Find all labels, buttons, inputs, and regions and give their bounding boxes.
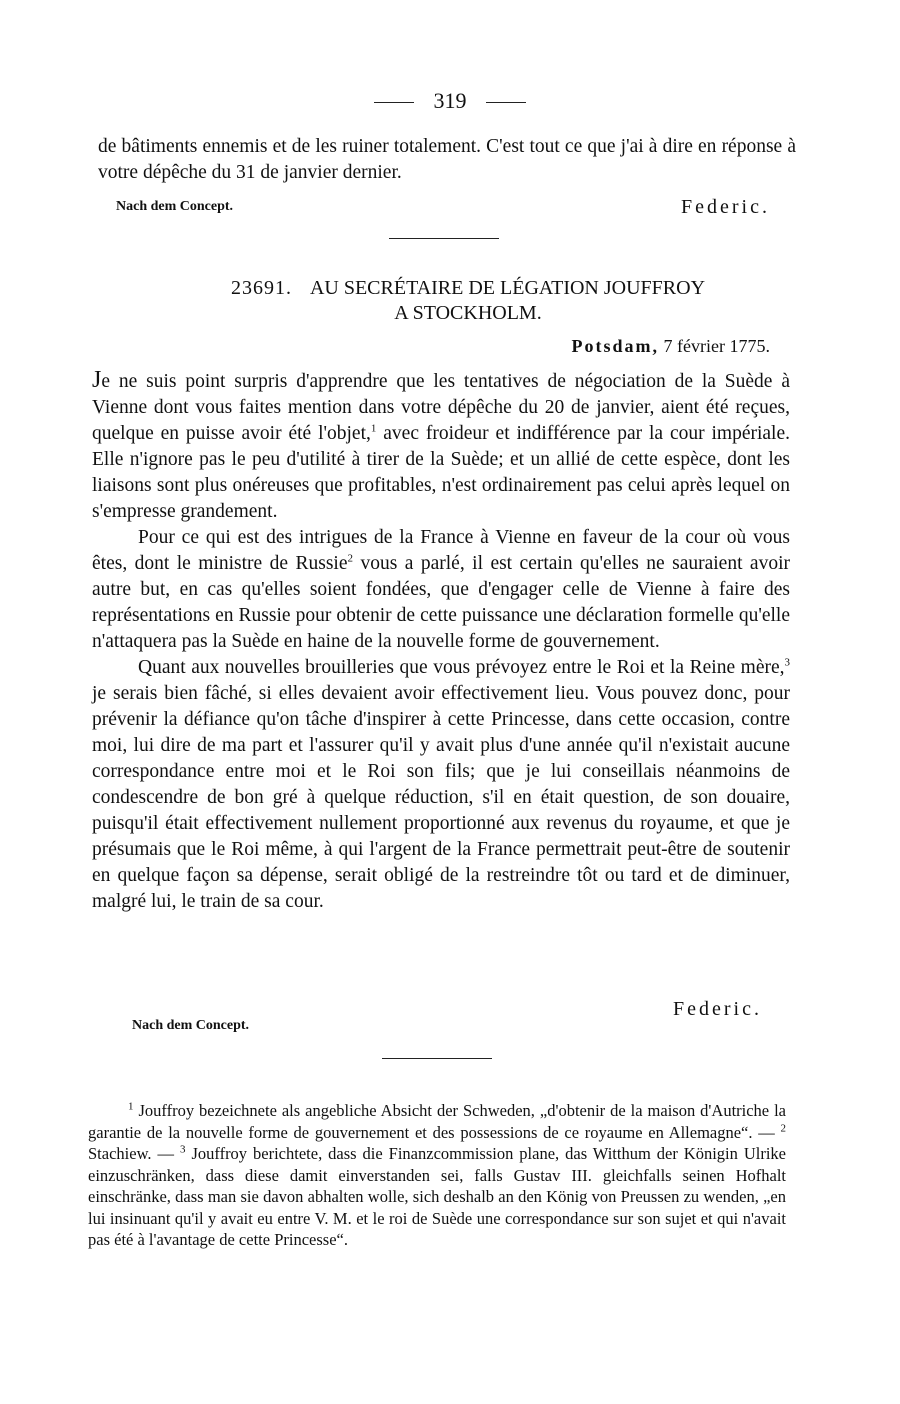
letter-paragraph-3: [92, 655, 790, 915]
initial-letter: J: [92, 367, 102, 393]
paragraph-1-text-a: e ne suis point surpris d'apprendre que les tentatives de négociation de la Suède à Vienne dont vous faites mention dans votre dépêche du 20 de janvier, aient été reçues, quelque en puisse avoir été l'objet,: [92, 371, 790, 444]
page-number-dash-right: [486, 102, 526, 103]
page-number-dash-left: [374, 102, 414, 103]
letter-signature: Federic.: [673, 998, 762, 1020]
continuation-signature: Federic.: [681, 196, 770, 218]
footnote-number-1: 1: [128, 1100, 134, 1113]
footnotes: [88, 1100, 786, 1251]
document-addressee: AU SECRÉTAIRE DE LÉGATION JOUFFROY: [309, 277, 706, 299]
document-number: 23691.: [230, 277, 292, 299]
separator-rule-top: [389, 238, 499, 239]
footnote-number-3: 3: [179, 1143, 186, 1156]
separator-rule-bottom: [382, 1058, 492, 1059]
paragraph-1-text-b: avec froideur et indifférence par la cour impériale. Elle n'ignore pas le peu d'utilité à tirer de la Suède; et un allié de cette espèce, dont les liaisons sont plus onéreuses que profitables, n'est ordinairement pas celui après lequel on s'empresse grandement.: [92, 423, 790, 522]
paragraph-3-text-b: je serais bien fâché, si elles devaient avoir effectivement lieu. Vous pouvez donc, pour prévenir la défiance qu'on tâche d'inspirer à cette Princesse, dans cette occasion, contre moi, lui dire de ma part et l'assurer qu'il y avait plus d'une année qu'il n'existait aucune correspondance entre moi et le Roi son fils; que je lui conseillais néanmoins de condescendre de bon gré à quelque réduction, s'il en était question, de son douaire, puisqu'il était effectivement nullement proportionné aux revenus du royaume, et que je présumais que le Roi même, à qui l'argent de la France permettrait peut-être de soutenir en quelque façon sa dépense, serait obligé de la restreindre tôt ou tard et de diminuer, malgré lui, le train de sa cour.: [92, 683, 790, 912]
footnote-ref-2: 2: [347, 552, 354, 565]
continuation-text: de bâtiments ennemis et de les ruiner totalement. C'est tout ce que j'ai à dire en réponse à votre dépêche du 31 de janvier dernier.: [98, 136, 796, 183]
letter-body: [92, 367, 790, 915]
continuation-source: Nach dem Concept.: [116, 199, 234, 214]
document-heading-line2: A STOCKHOLM.: [394, 302, 542, 324]
document-dateline: [572, 336, 770, 357]
letter-source: Nach dem Concept.: [132, 1018, 250, 1033]
letter-paragraph-1: [92, 367, 790, 525]
footnote-text-3: Jouffroy berichtete, dass die Finanzcommission plane, das Witthum der Königin Ulrike einzuschränken, dass diese damit einverstanden sei, falls Gustav III. gleichfalls seinen Hofhalt einschränke, dass man sie davon abhalten wolle, sich deshalb an den König von Preussen zu wenden, „en lui insinuant qu'il y avait eu entre V. M. et le roi de Suède une correspondance sur son sujet et qui n'avait pas été à l'avantage de cette Princesse“.: [88, 1144, 786, 1249]
page-number: 319: [433, 88, 467, 113]
footnote-ref-3: 3: [784, 656, 790, 669]
document-date: 7 février 1775.: [663, 336, 770, 356]
paragraph-3-text-a: Quant aux nouvelles brouilleries que vous prévoyez entre le Roi et la Reine mère,: [138, 657, 785, 678]
paragraph-2-text-b: vous a parlé, il est certain qu'elles ne sauraient avoir autre but, en cas qu'elles soient fondées, que d'engager celle de Vienne à faire des représentations en Russie pour obtenir de cette puissance une déclaration formelle qu'elle n'attaquera pas la Suède en haine de la nouvelle forme de gouvernement.: [92, 553, 790, 652]
footnote-text-1: Jouffroy bezeichnete als angebliche Absicht der Schweden, „d'obtenir de la maison d'Autriche la garantie de la nouvelle forme de gouvernement et des possessions de ce royaume en Allemagne“. —: [88, 1101, 786, 1142]
document-heading-line1: [98, 276, 838, 301]
document-place: Potsdam,: [571, 336, 660, 356]
page-number-header: [0, 88, 900, 114]
letter-paragraph-2: [92, 525, 790, 655]
footnote-ref-1: 1: [370, 422, 377, 435]
footnotes-paragraph: [88, 1100, 786, 1251]
footnote-text-2: Stachiew. —: [88, 1144, 180, 1163]
paragraph-2-text-a: Pour ce qui est des intrigues de la France à Vienne en faveur de la cour où vous êtes, dont le ministre de Russie: [92, 527, 790, 574]
document-heading: [98, 276, 838, 326]
footnote-number-2: 2: [780, 1122, 786, 1134]
